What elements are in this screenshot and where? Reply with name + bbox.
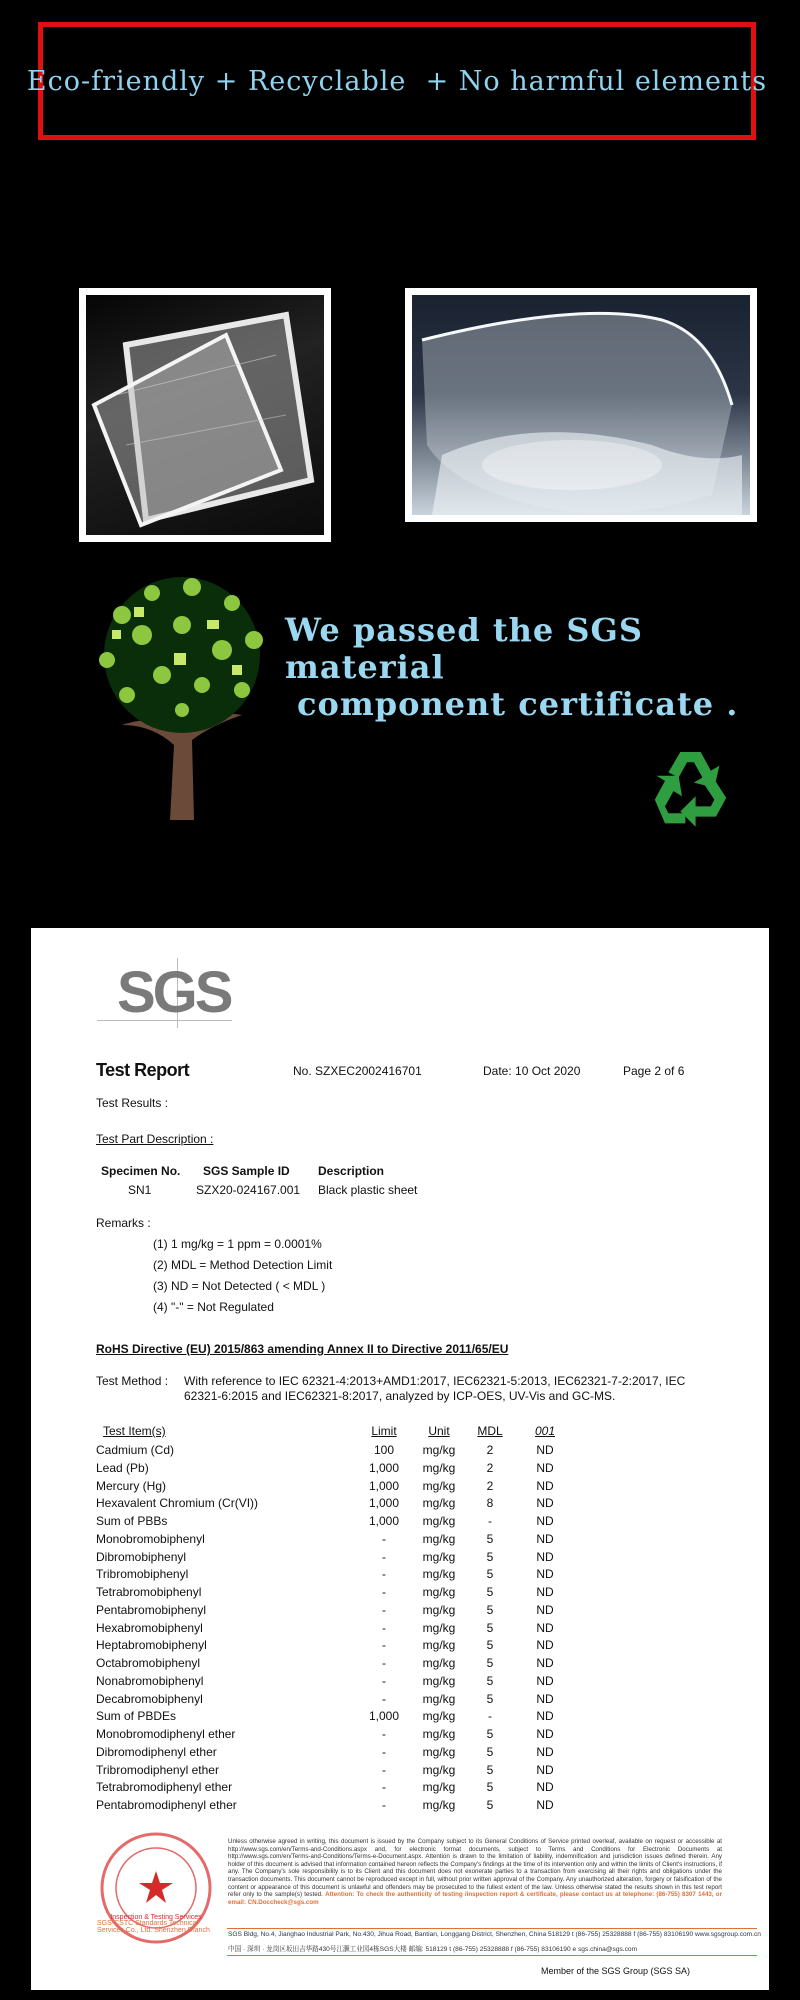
cell-item-name: Tribromobiphenyl	[96, 1567, 189, 1582]
cell-unit: mg/kg	[422, 1638, 456, 1653]
cell-result: ND	[536, 1709, 554, 1724]
report-number: No. SZXEC2002416701	[293, 1064, 422, 1078]
authenticity-notice: Attention: To check the authenticity of testing /inspection report & certificate, please contact us at telephone: (86-755) 8307 1443, or email: CN.Doccheck@sgs.com	[228, 1891, 722, 1906]
disclaimer	[228, 1838, 722, 1906]
cell-unit: mg/kg	[422, 1798, 456, 1812]
cell-item-name: Decabromobiphenyl	[96, 1691, 203, 1706]
cell-item-name: Pentabromodiphenyl ether	[96, 1798, 237, 1812]
remarks-label: Remarks :	[96, 1216, 151, 1230]
cell-limit: -	[382, 1549, 386, 1564]
cell-item-name: Monobromodiphenyl ether	[96, 1727, 236, 1741]
cell-result: ND	[536, 1602, 554, 1617]
cell-item-name: Octabromobiphenyl	[96, 1656, 201, 1670]
cell-unit: mg/kg	[422, 1620, 456, 1635]
cell-result: ND	[536, 1478, 554, 1493]
seal-text: Inspection & Testing Services	[110, 1914, 202, 1921]
col-mdl: MDL	[477, 1424, 503, 1438]
description-header: Description	[318, 1164, 385, 1178]
remark-1: (1) 1 mg/kg = 1 ppm = 0.0001%	[153, 1237, 322, 1251]
cell-item-name: Dibromodiphenyl ether	[96, 1744, 217, 1759]
test-method-line-2: 62321-6:2015 and IEC62321-8:2017, analyzed by ICP-OES, UV-Vis and GC-MS.	[184, 1389, 616, 1403]
sample-description: Black plastic sheet	[318, 1183, 418, 1197]
cell-result: ND	[536, 1443, 554, 1457]
cell-limit: 1,000	[368, 1514, 400, 1528]
cell-limit: -	[382, 1638, 386, 1653]
test-part-description-label: Test Part Description :	[96, 1132, 214, 1146]
cell-mdl: 5	[486, 1531, 494, 1546]
cell-unit: mg/kg	[422, 1567, 456, 1582]
cell-limit: 100	[373, 1443, 395, 1457]
cell-mdl: 5	[486, 1585, 494, 1599]
cell-item-name: Tetrabromobiphenyl	[96, 1585, 202, 1599]
remark-3: (3) ND = Not Detected ( < MDL )	[153, 1279, 326, 1293]
cell-mdl: 5	[486, 1638, 494, 1653]
cell-mdl: -	[488, 1709, 492, 1724]
remark-4: (4) "-" = Not Regulated	[153, 1300, 274, 1314]
cell-limit: -	[382, 1602, 386, 1617]
cell-unit: mg/kg	[422, 1443, 456, 1457]
cell-result: ND	[536, 1798, 554, 1812]
cell-item-name: Hexabromobiphenyl	[96, 1620, 203, 1635]
cell-unit: mg/kg	[422, 1531, 456, 1546]
cell-result: ND	[536, 1727, 554, 1741]
cell-unit: mg/kg	[422, 1709, 456, 1724]
cell-result: ND	[536, 1744, 554, 1759]
clear-acrylic-sheets-photo	[79, 288, 331, 542]
cell-mdl: 5	[486, 1744, 494, 1759]
certificate-line-1: We passed the SGS material	[285, 611, 643, 686]
cell-mdl: 5	[486, 1762, 494, 1777]
cell-unit: mg/kg	[422, 1496, 456, 1511]
cell-result: ND	[536, 1638, 554, 1653]
sgs-logo-text: SGS	[117, 960, 231, 1025]
sgs-member: Member of the SGS Group (SGS SA)	[541, 1966, 691, 1976]
cell-mdl: 8	[486, 1496, 494, 1511]
remark-2: (2) MDL = Method Detection Limit	[153, 1258, 333, 1272]
lab-name: SGS-CSTC Standards Technical Services Co., Ltd. Shenzhen Branch	[97, 1920, 210, 1934]
cell-item-name: Cadmium (Cd)	[96, 1443, 175, 1457]
footer-divider	[227, 1928, 757, 1929]
cell-limit: 1,000	[368, 1709, 400, 1724]
cell-limit: -	[382, 1531, 386, 1546]
cell-item-name: Monobromobiphenyl	[96, 1531, 205, 1546]
recycle-icon	[648, 745, 733, 827]
test-method-label: Test Method :	[96, 1374, 169, 1388]
cell-item-name: Sum of PBBs	[96, 1514, 168, 1528]
cell-mdl: 2	[486, 1478, 494, 1493]
cell-unit: mg/kg	[422, 1673, 456, 1688]
sgs-logo	[97, 958, 247, 1028]
cell-item-name: Heptabromobiphenyl	[96, 1638, 207, 1653]
cell-mdl: 5	[486, 1620, 494, 1635]
cell-limit: 1,000	[368, 1478, 400, 1493]
cell-mdl: 2	[486, 1443, 494, 1457]
cell-result: ND	[536, 1620, 554, 1635]
cell-mdl: 5	[486, 1549, 494, 1564]
footer-divider-2	[227, 1955, 757, 1956]
cell-unit: mg/kg	[422, 1478, 456, 1493]
cell-mdl: 5	[486, 1780, 494, 1795]
cell-unit: mg/kg	[422, 1727, 456, 1741]
cell-item-name: Nonabromobiphenyl	[96, 1673, 204, 1688]
cell-item-name: Mercury (Hg)	[96, 1478, 167, 1493]
address-chinese: 中国 · 深圳 · 龙岗区坂田吉华路430号江灏工业园4栋SGS大楼 邮编: 518129 t (86-755) 25328888 f (86-755) 83106190 e sgs.china@sgs.com	[228, 1946, 638, 1953]
cell-item-name: Sum of PBDEs	[96, 1709, 177, 1724]
cell-result: ND	[536, 1656, 554, 1670]
cell-unit: mg/kg	[422, 1762, 456, 1777]
sample-id-header: SGS Sample ID	[203, 1164, 290, 1178]
cell-limit: -	[382, 1620, 386, 1635]
cell-limit: 1,000	[368, 1496, 400, 1511]
top-banner	[26, 22, 768, 140]
cell-item-name: Lead (Pb)	[96, 1460, 149, 1475]
cell-unit: mg/kg	[422, 1460, 456, 1475]
cell-unit: mg/kg	[422, 1585, 456, 1599]
cell-item-name: Dibromobiphenyl	[96, 1549, 187, 1564]
cell-mdl: 5	[486, 1567, 494, 1582]
col-unit: Unit	[428, 1424, 450, 1438]
cell-limit: -	[382, 1567, 386, 1582]
cell-item-name: Hexavalent Chromium (Cr(VI))	[96, 1496, 259, 1511]
cell-unit: mg/kg	[422, 1744, 456, 1759]
cell-unit: mg/kg	[422, 1691, 456, 1706]
col-test-items: Test Item(s)	[103, 1424, 166, 1438]
cell-result: ND	[536, 1549, 554, 1564]
sgs-certificate-heading	[285, 612, 785, 723]
cell-limit: -	[382, 1656, 386, 1670]
cell-limit: -	[382, 1780, 386, 1795]
cell-unit: mg/kg	[422, 1656, 456, 1670]
cell-mdl: 2	[486, 1460, 494, 1475]
report-date: Date: 10 Oct 2020	[483, 1064, 581, 1078]
cell-mdl: 5	[486, 1673, 494, 1688]
cell-result: ND	[536, 1691, 554, 1706]
specimen-no: SN1	[128, 1183, 152, 1197]
cell-item-name: Tribromodiphenyl ether	[96, 1762, 219, 1777]
test-method-line-1: With reference to IEC 62321-4:2013+AMD1:2017, IEC62321-5:2013, IEC62321-7-2:2017, IEC	[184, 1374, 686, 1388]
certificate-line-2: component certificate .	[297, 685, 739, 723]
address-english: SGS Bldg, No.4, Jianghao Industrial Park, No.430, Jihua Road, Bantian, Longgang District, Shenzhen, China 518129 t (86-755) 25328888 f (86-755) 83106190 www.sgsgroup.com.cn	[228, 1931, 761, 1938]
cell-mdl: 5	[486, 1691, 494, 1706]
cell-unit: mg/kg	[422, 1549, 456, 1564]
cell-limit: -	[382, 1673, 386, 1688]
report-page: Page 2 of 6	[623, 1064, 685, 1078]
cell-mdl: 5	[486, 1656, 494, 1670]
cell-limit: -	[382, 1585, 386, 1599]
cell-mdl: -	[488, 1514, 492, 1528]
banner-text: Eco-friendly + Recyclable + No harmful elements	[26, 65, 768, 97]
disclaimer-text: Unless otherwise agreed in writing, this document is issued by the Company subject to its General Conditions of Service printed overleaf, available on request or accessible at http://www.sgs.com/en/Terms-and-Conditions.aspx and, for electronic format documents, subject to Terms and Conditions for Electronic Documents at http://www.sgs.com/en/Terms-and-Conditions/Terms-e-Document.aspx. Attention is drawn to the limitation of liability, indemnification and jurisdiction issues defined therein. Any holder of this document is advised that information contained hereon reflects the Company's findings at the time of its intervention only and within the limits of Client's instructions, if any. The Company's sole responsibility is to its Client and this document does not exonerate parties to a transaction from exercising all their rights and obligations under the transaction documents. This document cannot be reproduced except in full, without prior written approval of the Company. Any unauthorized alteration, forgery or falsification of the content or appearance of this document is unlawful and offenders may be prosecuted to the fullest extent of the law. Unless otherwise stated the results shown in this test report refer only to the sample(s) tested.	[228, 1838, 722, 1899]
cell-result: ND	[536, 1567, 554, 1582]
cell-result: ND	[536, 1762, 554, 1777]
eco-icon-tree	[82, 575, 282, 820]
cell-item-name: Pentabromobiphenyl	[96, 1602, 207, 1617]
sample-id: SZX20-024167.001	[196, 1183, 301, 1197]
sgs-test-report	[31, 928, 769, 1990]
cell-mdl: 5	[486, 1727, 494, 1741]
cell-unit: mg/kg	[422, 1602, 456, 1617]
cell-limit: -	[382, 1727, 386, 1741]
cell-limit: 1,000	[368, 1460, 400, 1475]
cell-result: ND	[536, 1531, 554, 1546]
col-001: 001	[534, 1424, 556, 1438]
cell-result: ND	[536, 1780, 554, 1795]
cell-mdl: 5	[486, 1798, 494, 1812]
cell-limit: -	[382, 1691, 386, 1706]
specimen-header: Specimen No.	[101, 1164, 181, 1178]
rohs-directive: RoHS Directive (EU) 2015/863 amending Annex II to Directive 2011/65/EU	[96, 1342, 509, 1356]
cell-limit: -	[382, 1744, 386, 1759]
cell-item-name: Tetrabromodiphenyl ether	[96, 1780, 233, 1795]
cell-result: ND	[536, 1673, 554, 1688]
curved-transparent-sheet-photo	[405, 288, 757, 522]
cell-unit: mg/kg	[422, 1780, 456, 1795]
report-title: Test Report	[96, 1060, 190, 1080]
cell-unit: mg/kg	[422, 1514, 456, 1528]
cell-result: ND	[536, 1496, 554, 1511]
cell-result: ND	[536, 1514, 554, 1528]
cell-result: ND	[536, 1585, 554, 1599]
cell-limit: -	[382, 1762, 386, 1777]
cell-result: ND	[536, 1460, 554, 1475]
col-limit: Limit	[371, 1424, 397, 1438]
test-results-label: Test Results :	[96, 1096, 169, 1110]
cell-mdl: 5	[486, 1602, 494, 1617]
cell-limit: -	[382, 1798, 386, 1812]
